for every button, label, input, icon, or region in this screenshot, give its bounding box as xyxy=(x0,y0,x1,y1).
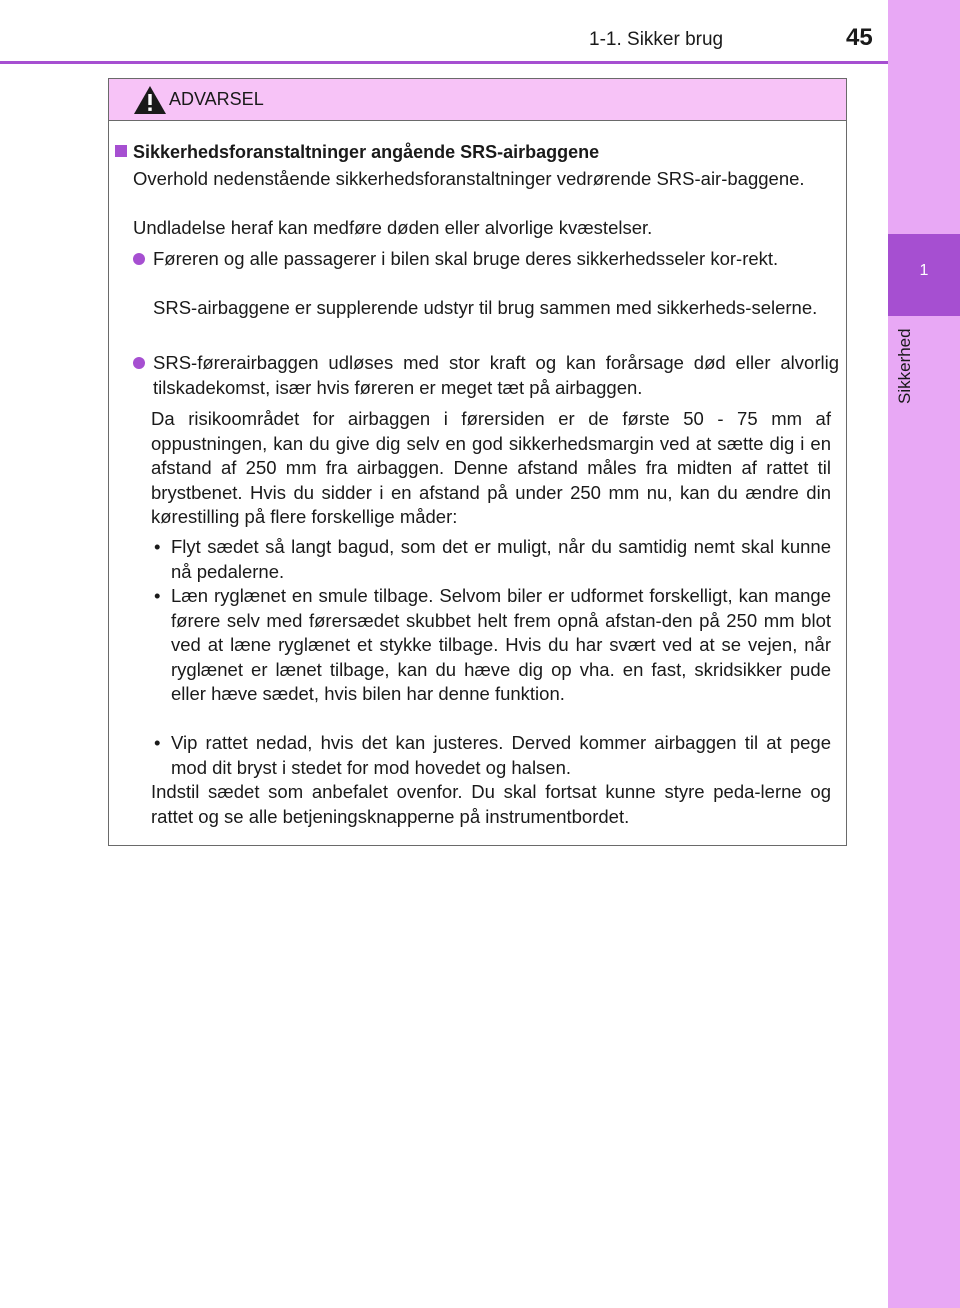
distance-detail-paragraph: Da risikoområdet for airbaggen i førersiden er de første 50 - 75 mm af oppustningen, kan du give dig selv en god sikkerhedsmargin ved at sætte dig i en afstand af 250 mm fra airbaggen. Denne afstand måles fra midten af rattet til brystbenet. Hvis du sidder i en afstand på under 250 mm nu, kan du ændre din kørestilling på flere forskellige måder: xyxy=(151,408,831,527)
list-item xyxy=(154,584,831,707)
section-heading-text: Sikkerhedsforanstaltninger angående SRS-airbaggene xyxy=(133,142,600,162)
list-item xyxy=(154,535,831,584)
point-2-text: SRS-førerairbaggen udløses med stor kraft og kan forårsage død eller alvorlig tilskadekomst, især hvis føreren er meget tæt på airbaggen. xyxy=(153,352,839,398)
round-bullet-icon xyxy=(133,357,145,369)
chapter-side-tab xyxy=(888,0,960,1308)
sub-item-3-text: Vip rattet nedad, hvis det kan justeres. Derved kommer airbaggen til at pege mod dit bryst i stedet for mod hovedet og halsen. xyxy=(171,732,831,778)
small-bullet-icon: • xyxy=(154,585,161,606)
intro-consequence: Undladelse heraf kan medføre døden eller alvorlige kvæstelser. xyxy=(133,217,653,238)
sub-item-2-text: Læn ryglænet en smule tilbage. Selvom biler er udformet forskelligt, kan mange førere selv med førersædet skubbet helt frem opnå afstan-den på 250 mm blot ved at læne ryglænet et stykke tilbage. Hvis du har svært ved at se vejen, når ryglænet er lænet tilbage, kan du hæve dig op vha. en fast, skridsikker pude eller hæve sædet, hvis bilen har denne funktion. xyxy=(171,585,831,704)
square-bullet-icon xyxy=(115,145,127,157)
closing-paragraph: Indstil sædet som anbefalet ovenfor. Du skal fortsat kunne styre peda-lerne og rattet og se alle betjeningsknapperne på instrumentbordet. xyxy=(151,781,831,827)
list-item xyxy=(153,351,839,400)
warning-label: ADVARSEL xyxy=(169,89,264,109)
point-1-text: Føreren og alle passagerer i bilen skal bruge deres sikkerhedsseler kor-rekt. xyxy=(153,248,779,269)
point-1-note: SRS-airbaggene er supplerende udstyr til brug sammen med sikkerheds-selerne. xyxy=(153,297,818,318)
chapter-name: Sikkerhed xyxy=(895,328,914,404)
sub-item-1-text: Flyt sædet så langt bagud, som det er muligt, når du samtidig nemt skal kunne nå pedalerne. xyxy=(171,536,831,582)
round-bullet-icon xyxy=(133,253,145,265)
small-bullet-icon: • xyxy=(154,536,161,557)
chapter-number: 1 xyxy=(919,262,929,279)
list-item xyxy=(153,247,839,272)
warning-triangle-icon xyxy=(133,85,167,115)
section-heading xyxy=(115,140,835,164)
intro-paragraph: Overhold nedenstående sikkerhedsforanstaltninger vedrørende SRS-air-baggene. xyxy=(133,168,805,189)
page-number: 45 xyxy=(846,24,873,51)
list-item xyxy=(154,731,831,780)
small-bullet-icon: • xyxy=(154,732,161,753)
warning-header xyxy=(109,79,846,121)
section-title: 1-1. Sikker brug xyxy=(589,29,724,50)
warning-box xyxy=(108,78,847,846)
chapter-number-box xyxy=(888,234,960,316)
header-divider xyxy=(0,61,888,64)
